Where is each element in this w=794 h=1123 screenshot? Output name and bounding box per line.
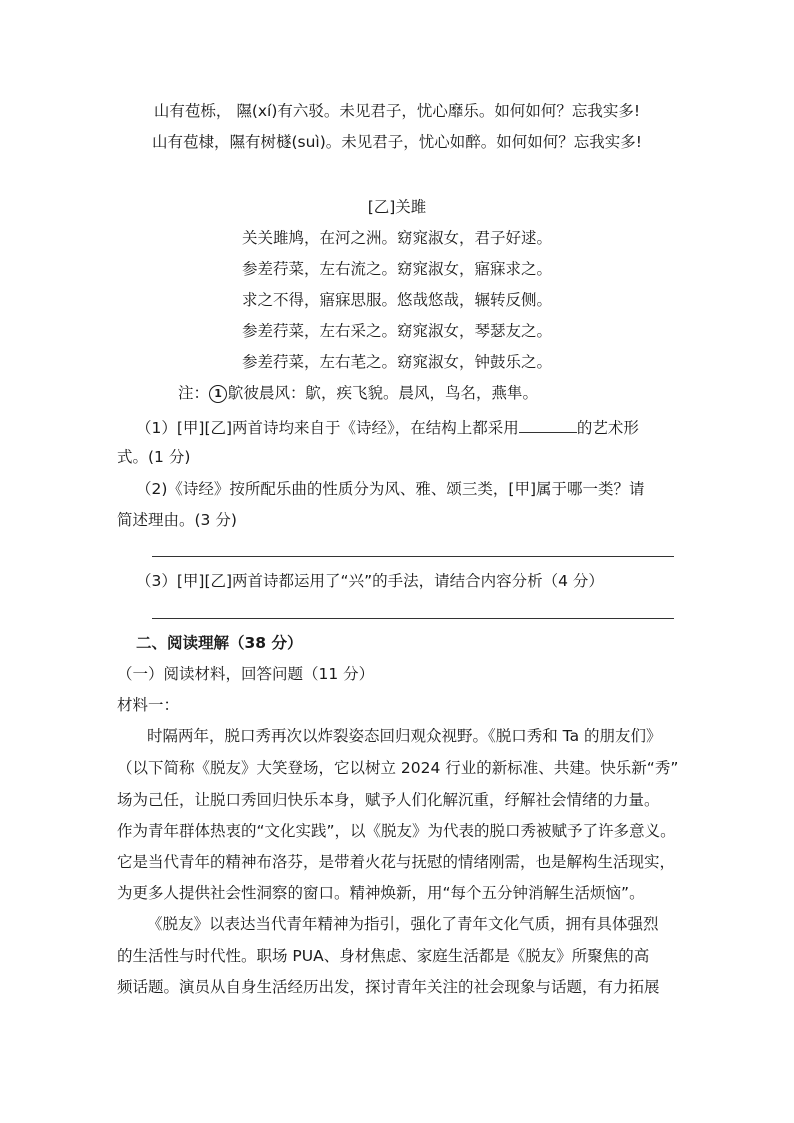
poem-yi-title: [乙]关雎: [367, 198, 427, 216]
paragraph-line: 的生活性与时代性。职场 PUA、身材焦虑、家庭生活都是《脱友》所聚焦的高: [117, 947, 650, 965]
question-2-line-2: 简述理由。(3 分): [117, 511, 237, 529]
poem-jia-line-1: 山有苞栎， 隰(xí)有六驳。未见君子，忧心靡乐。如何如何？忘我实多!: [153, 102, 641, 120]
question-1-continuation: 式。(1 分): [117, 448, 191, 466]
annotation-note: [178, 383, 538, 403]
paragraph-line: 《脱友》以表达当代青年精神为指引，强化了青年文化气质，拥有具体强烈: [147, 915, 659, 933]
answer-line: [152, 556, 674, 557]
note-prefix: 注：: [178, 384, 210, 402]
answer-line: [152, 618, 674, 619]
poem-yi-line: 关关雎鸠，在河之洲。窈窕淑女，君子好逑。: [241, 229, 552, 247]
question-1-text: （1）[甲][乙]两首诗均来自于《诗经》，在结构上都采用: [136, 419, 519, 437]
paragraph-line: 时隔两年，脱口秀再次以炸裂姿态回归观众视野。《脱口秀和 Ta 的朋友们》: [147, 727, 662, 745]
question-2-line-1: （2)《诗经》按所配乐曲的性质分为风、雅、颂三类，[甲]属于哪一类？请: [136, 480, 645, 498]
circled-number-icon: 1: [209, 385, 227, 403]
paragraph-line: 作为青年群体热衷的“文化实践”，以《脱友》为代表的脱口秀被赋予了许多意义。: [117, 822, 676, 840]
question-1: [136, 416, 639, 438]
poem-jia-line-2: 山有苞棣，隰有树檖(suì)。未见君子，忧心如醉。如何如何？忘我实多!: [151, 133, 642, 151]
paragraph-line: 场为己任，让脱口秀回归快乐本身，赋予人们化解沉重，纾解社会情绪的力量。: [117, 791, 660, 809]
material-label: 材料一：: [117, 696, 180, 714]
paragraph-line: 它是当代青年的精神布洛芬，是带着火花与抚慰的情绪刚需，也是解构生活现实，: [117, 853, 676, 871]
poem-yi-line: 参差荇菜，左右流之。窈窕淑女，寤寐求之。: [241, 260, 552, 278]
paragraph-line: 频话题。演员从自身生活经历出发，探讨青年关注的社会现象与话题，有力拓展: [117, 978, 660, 996]
poem-yi-line: 求之不得，寤寐思服。悠哉悠哉，辗转反侧。: [241, 291, 552, 309]
question-3: （3）[甲][乙]两首诗都运用了“兴”的手法，请结合内容分析（4 分）: [136, 572, 604, 590]
fill-in-blank: [519, 416, 577, 433]
section-heading: 二、阅读理解（38 分）: [136, 634, 303, 652]
paragraph-line: 为更多人提供社会性洞察的窗口。精神焕新，用“每个五分钟消解生活烦恼”。: [117, 884, 645, 902]
note-text: 鴥彼晨风：鴥，疾飞貌。晨风，鸟名，燕隼。: [228, 384, 539, 402]
subsection-heading: （一）阅读材料，回答问题（11 分）: [117, 665, 375, 683]
paragraph-line: （以下简称《脱友》大笑登场，它以树立 2024 行业的新标准、共建。快乐新“秀”: [117, 759, 679, 777]
poem-yi-line: 参差荇菜，左右采之。窈窕淑女，琴瑟友之。: [241, 322, 552, 340]
question-1-text-end: 的艺术形: [576, 419, 639, 437]
poem-yi-line: 参差荇菜，左右芼之。窈窕淑女，钟鼓乐之。: [241, 353, 552, 371]
